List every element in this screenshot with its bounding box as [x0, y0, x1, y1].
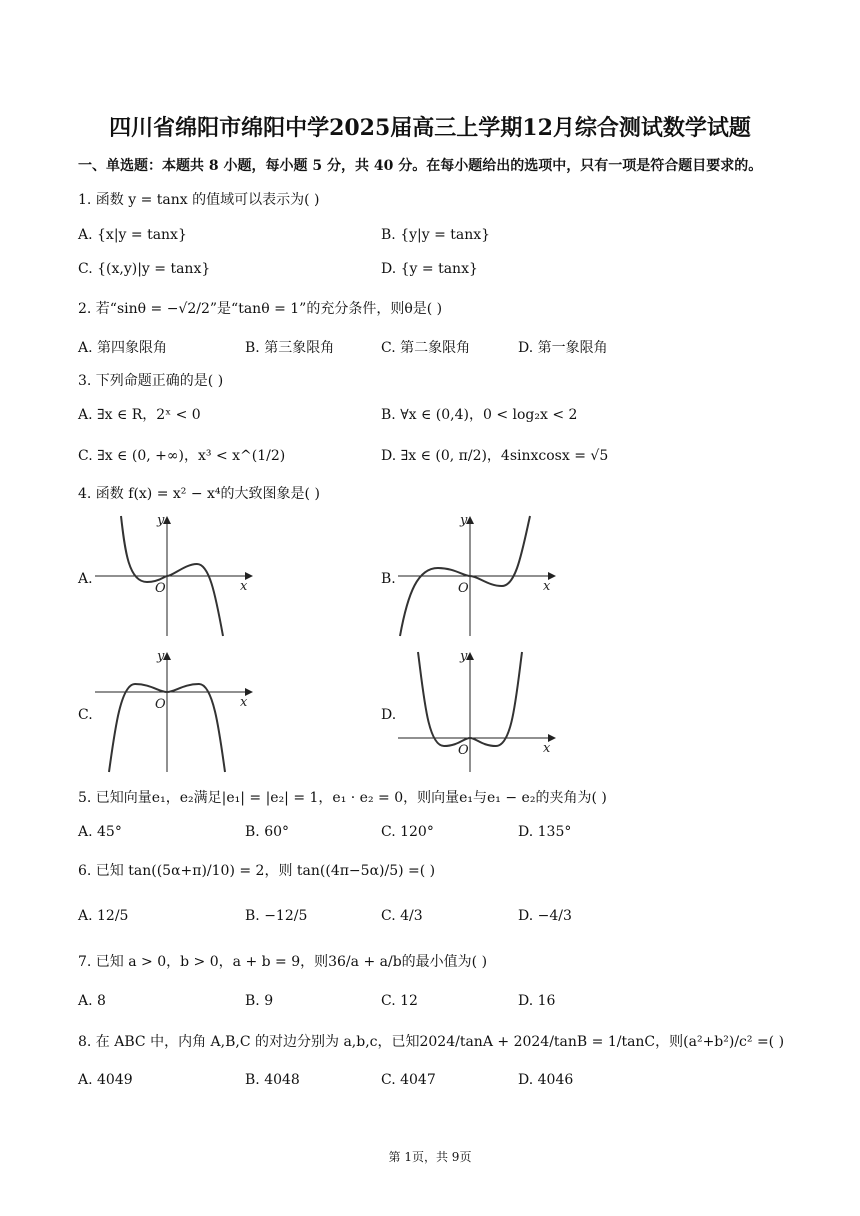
question-4: 4. 函数 f(x) = x² − x⁴的大致图象是( ) [78, 486, 320, 502]
q6-option-b: B. −12/5 [245, 908, 308, 924]
q8-option-c: C. 4047 [381, 1072, 436, 1088]
question-8: 8. 在 ABC 中，内角 A,B,C 的对边分别为 a,b,c，已知2024/tanA + 2024/tanB = 1/tanC，则(a²+b²)/c² =( ) [78, 1034, 785, 1050]
q5-option-a: A. 45° [78, 824, 122, 840]
graph-d-x-label: x [543, 741, 551, 756]
q8-option-a: A. 4049 [78, 1072, 133, 1088]
q6-option-a: A. 12/5 [78, 908, 129, 924]
graph-d-origin-label: O [458, 743, 469, 758]
q8-option-b: B. 4048 [245, 1072, 300, 1088]
graph-c-y-label: y [157, 649, 165, 664]
q4-option-a: A. [78, 571, 93, 587]
q3-option-b: B. ∀x ∈ (0,4)，0 < log₂x < 2 [381, 407, 578, 423]
question-7: 7. 已知 a > 0，b > 0，a + b = 9，则36/a + a/b的最小值为( ) [78, 954, 488, 970]
graph-d-y-label: y [460, 649, 468, 664]
q2-option-c: C. 第二象限角 [381, 340, 471, 356]
q1-option-a: A. {x|y = tanx} [78, 227, 187, 243]
q4-option-d: D. [381, 707, 397, 723]
q7-option-b: B. 9 [245, 993, 274, 1009]
graph-c-x-label: x [240, 695, 248, 710]
graph-c [95, 648, 255, 773]
page-title: 四川省绵阳市绵阳中学2025届高三上学期12月综合测试数学试题 [109, 115, 751, 141]
q7-option-a: A. 8 [78, 993, 106, 1009]
q2-option-d: D. 第一象限角 [518, 340, 608, 356]
q5-option-d: D. 135° [518, 824, 572, 840]
graph-c-origin-label: O [155, 697, 166, 712]
graph-b-y-label: y [460, 513, 468, 528]
graph-b-origin-label: O [458, 581, 469, 596]
graph-d [398, 648, 558, 773]
question-1: 1. 函数 y = tanx 的值域可以表示为( ) [78, 192, 320, 208]
question-5: 5. 已知向量e₁，e₂满足|e₁| = |e₂| = 1，e₁ · e₂ = 0，则向量e₁与e₁ − e₂的夹角为( ) [78, 790, 607, 806]
graph-b [398, 512, 558, 637]
q4-option-b: B. [381, 571, 396, 587]
graph-a-x-label: x [240, 579, 248, 594]
q7-option-d: D. 16 [518, 993, 556, 1009]
q1-option-c: C. {(x,y)|y = tanx} [78, 261, 211, 277]
graph-b-x-label: x [543, 579, 551, 594]
q3-option-c: C. ∃x ∈ (0, +∞)，x³ < x^(1/2) [78, 448, 286, 464]
page-footer: 第 1页，共 9页 [388, 1150, 472, 1164]
q6-option-c: C. 4/3 [381, 908, 423, 924]
q8-option-d: D. 4046 [518, 1072, 574, 1088]
q5-option-c: C. 120° [381, 824, 434, 840]
q6-option-d: D. −4/3 [518, 908, 572, 924]
q2-option-b: B. 第三象限角 [245, 340, 335, 356]
question-6: 6. 已知 tan((5α+π)/10) = 2，则 tan((4π−5α)/5) =( ) [78, 863, 436, 879]
q2-option-a: A. 第四象限角 [78, 340, 168, 356]
q7-option-c: C. 12 [381, 993, 418, 1009]
q3-option-a: A. ∃x ∈ R，2ˣ < 0 [78, 407, 201, 423]
graph-a [95, 512, 255, 637]
q1-option-d: D. {y = tanx} [381, 261, 478, 277]
q3-option-d: D. ∃x ∈ (0, π/2)，4sinxcosx = √5 [381, 448, 609, 464]
q1-option-b: B. {y|y = tanx} [381, 227, 491, 243]
q5-option-b: B. 60° [245, 824, 290, 840]
graph-a-y-label: y [157, 513, 165, 528]
section-heading: 一、单选题：本题共 8 小题，每小题 5 分，共 40 分。在每小题给出的选项中，只有一项是符合题目要求的。 [78, 158, 763, 174]
question-3: 3. 下列命题正确的是( ) [78, 373, 224, 389]
q4-option-c: C. [78, 707, 93, 723]
graph-a-origin-label: O [155, 581, 166, 596]
question-2: 2. 若“sinθ = −√2/2”是“tanθ = 1”的充分条件，则θ是( ) [78, 301, 443, 317]
